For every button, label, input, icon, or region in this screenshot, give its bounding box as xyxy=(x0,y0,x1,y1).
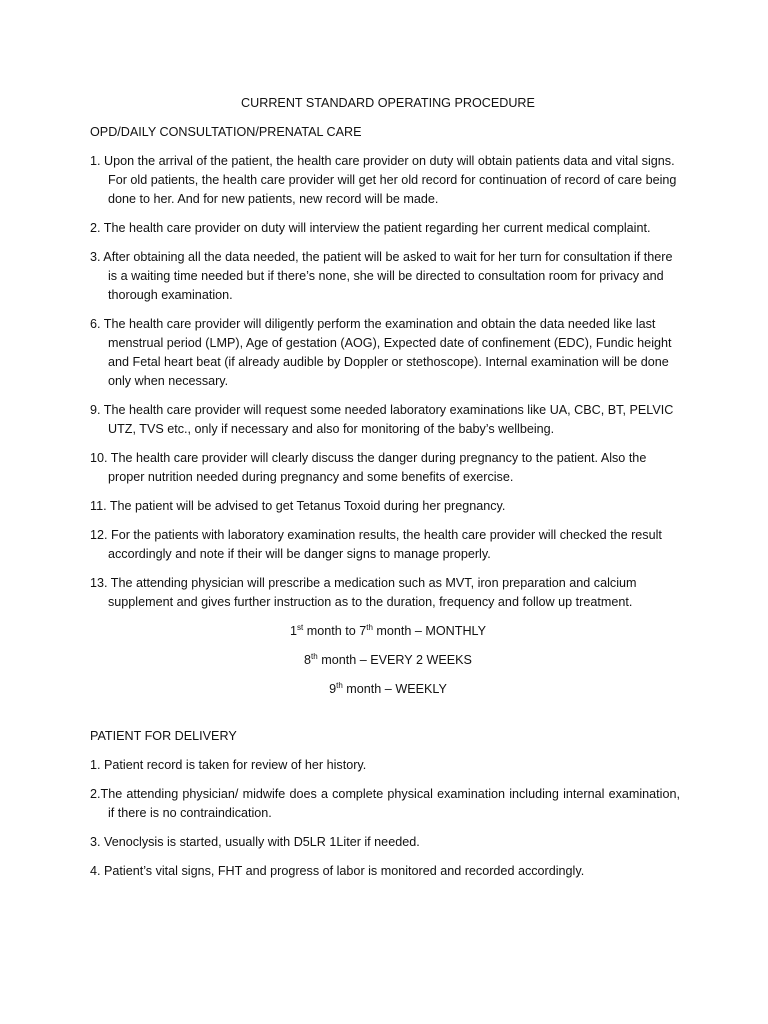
schedule-biweekly-suffix: th xyxy=(311,651,318,661)
schedule-monthly-start: 1 xyxy=(289,624,297,638)
schedule-monthly xyxy=(90,622,680,641)
schedule-weekly-suffix: th xyxy=(336,680,343,690)
schedule-weekly-month: 9 xyxy=(329,682,337,696)
section-heading-prenatal: OPD/DAILY CONSULTATION/PRENATAL CARE xyxy=(90,125,362,139)
prenatal-item-13: 13. The attending physician will prescribe a medication such as MVT, iron preparation and calcium supplement and gives further instruction as to the duration, frequency and follow up treatment. xyxy=(90,576,637,609)
prenatal-item-1: 1. Upon the arrival of the patient, the health care provider on duty will obtain patients data and vital signs. For old patients, the health care provider will get her old record for continuation of record of care being done to her. And for new patients, new record will be made. xyxy=(90,154,677,206)
schedule-weekly xyxy=(90,680,680,699)
delivery-item-1: 1. Patient record is taken for review of her history. xyxy=(90,758,367,772)
delivery-item-2: 2.The attending physician/ midwife does a complete physical examination including internal examination, if there is no contraindication. xyxy=(90,787,680,820)
schedule-monthly-text: month – MONTHLY xyxy=(372,624,487,638)
schedule-biweekly-month: 8 xyxy=(304,653,312,667)
prenatal-item-9: 9. The health care provider will request some needed laboratory examinations like UA, CBC, BT, PELVIC UTZ, TVS etc., only if necessary and also for monitoring of the baby’s wellbeing. xyxy=(90,403,674,436)
delivery-item-3: 3. Venoclysis is started, usually with D5LR 1Liter if needed. xyxy=(90,835,420,849)
document-title: CURRENT STANDARD OPERATING PROCEDURE xyxy=(241,96,535,110)
prenatal-item-6: 6. The health care provider will diligently perform the examination and obtain the data needed like last menstrual period (LMP), Age of gestation (AOG), Expected date of confinement (EDC), Fundic height and Fetal heart beat (if already audible by Doppler or stethoscope). Internal examination will be done only when necessary. xyxy=(90,317,672,388)
prenatal-item-2: 2. The health care provider on duty will interview the patient regarding her current medical complaint. xyxy=(90,221,651,235)
schedule-biweekly-text: month – EVERY 2 WEEKS xyxy=(317,653,472,667)
prenatal-item-3: 3. After obtaining all the data needed, the patient will be asked to wait for her turn for consultation if there is a waiting time needed but if there’s none, she will be directed to consultation room for privacy and thorough examination. xyxy=(90,250,673,302)
schedule-biweekly xyxy=(90,651,680,670)
delivery-item-4: 4. Patient’s vital signs, FHT and progress of labor is monitored and recorded accordingly. xyxy=(90,864,585,878)
prenatal-item-12: 12. For the patients with laboratory examination results, the health care provider will checked the result accordingly and note if their will be danger signs to manage properly. xyxy=(90,528,662,561)
prenatal-item-11: 11. The patient will be advised to get Tetanus Toxoid during her pregnancy. xyxy=(90,499,506,513)
prenatal-item-10: 10. The health care provider will clearly discuss the danger during pregnancy to the patient. Also the proper nutrition needed during pregnancy and some benefits of exercise. xyxy=(90,451,647,484)
schedule-monthly-end-suffix: th xyxy=(366,622,373,632)
schedule-monthly-mid: month to 7 xyxy=(303,624,367,638)
schedule-monthly-start-suffix: st xyxy=(296,622,304,632)
schedule-weekly-text: month – WEEKLY xyxy=(342,682,447,696)
section-heading-delivery: PATIENT FOR DELIVERY xyxy=(90,729,237,743)
